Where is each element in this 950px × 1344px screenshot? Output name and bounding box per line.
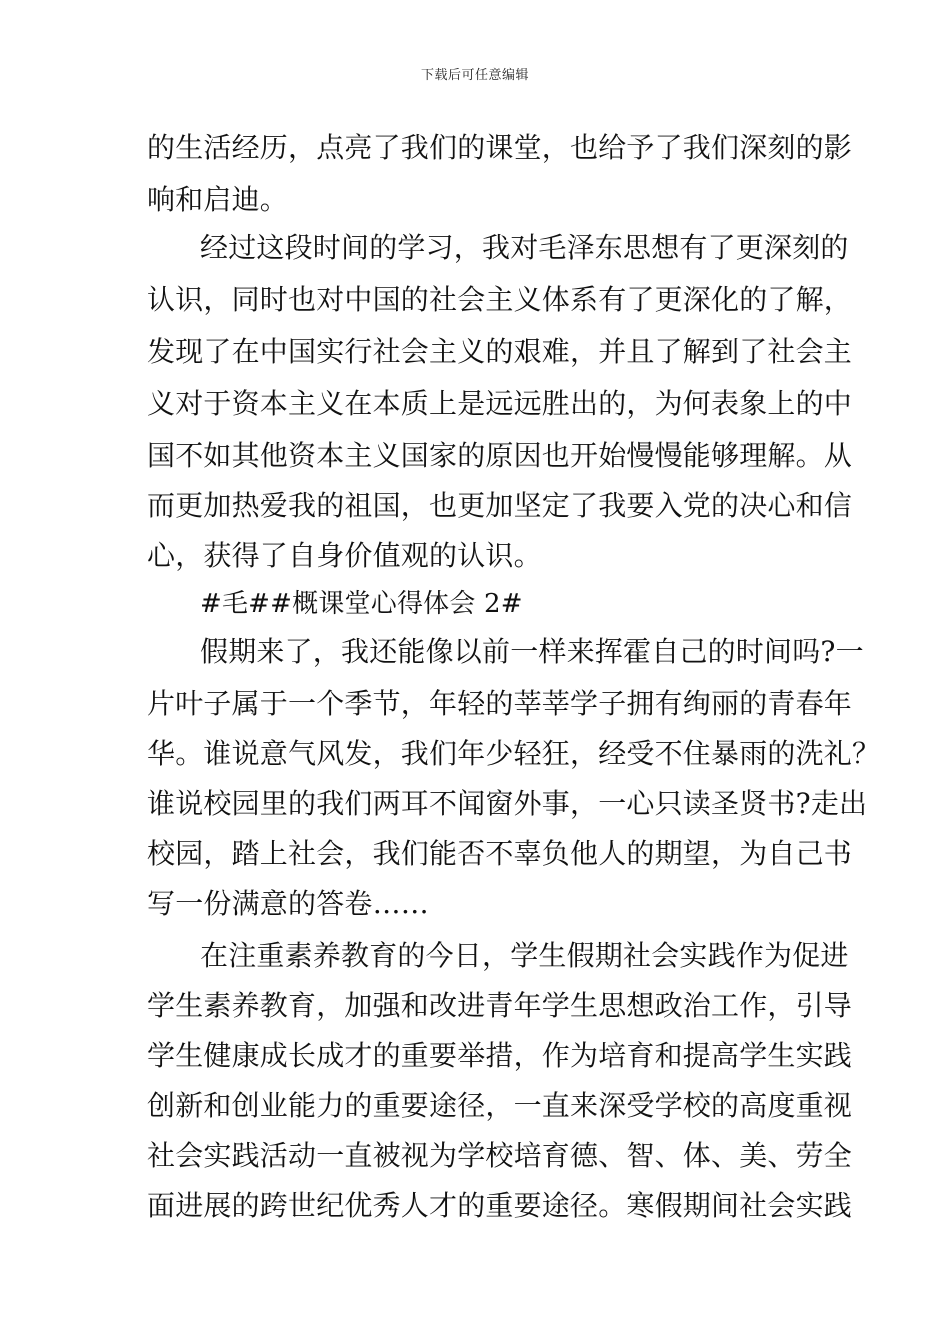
text-line: 而更加热爱我的祖国，也更加坚定了我要入党的决心和信	[147, 489, 853, 522]
text-line: 认识，同时也对中国的社会主义体系有了更深化的了解，	[147, 283, 853, 316]
text-line: 华。谁说意气风发，我们年少轻狂，经受不住暴雨的洗礼？	[147, 737, 881, 770]
paragraph-start-line: 在注重素养教育的今日，学生假期社会实践作为促进	[200, 939, 849, 972]
text-line: 创新和创业能力的重要途径，一直来深受学校的高度重视	[147, 1089, 853, 1122]
paragraph-start-line: 经过这段时间的学习，我对毛泽东思想有了更深刻的	[200, 231, 849, 264]
text-line: 谁说校园里的我们两耳不闻窗外事，一心只读圣贤书?走出	[147, 787, 868, 820]
page-header-note: 下载后可任意编辑	[420, 68, 529, 83]
text-line: 社会实践活动一直被视为学校培育德、智、体、美、劳全	[147, 1139, 853, 1172]
paragraph-start-line: 假期来了，我还能像以前一样来挥霍自己的时间吗?一	[200, 635, 864, 668]
text-line: 响和启迪。	[147, 183, 289, 216]
text-line: 学生健康成长成才的重要举措，作为培育和提高学生实践	[147, 1039, 853, 1072]
text-line: 校园，踏上社会，我们能否不辜负他人的期望，为自己书	[147, 837, 853, 870]
text-line: 面进展的跨世纪优秀人才的重要途径。寒假期间社会实践	[147, 1189, 853, 1222]
text-line: 片叶子属于一个季节，年轻的莘莘学子拥有绚丽的青春年	[147, 687, 853, 720]
text-line: 心，获得了自身价值观的认识。	[147, 539, 542, 572]
text-line: 义对于资本主义在本质上是远远胜出的，为何表象上的中	[147, 387, 853, 420]
text-line: 的生活经历，点亮了我们的课堂，也给予了我们深刻的影	[147, 131, 853, 164]
text-line: 学生素养教育，加强和改进青年学生思想政治工作，引导	[147, 989, 853, 1022]
text-line: 写一份满意的答卷……	[147, 887, 430, 920]
section-heading: #毛##概课堂心得体会 2#	[200, 589, 523, 619]
text-line: 发现了在中国实行社会主义的艰难，并且了解到了社会主	[147, 335, 853, 368]
text-line: 国不如其他资本主义国家的原因也开始慢慢能够理解。从	[147, 439, 853, 472]
